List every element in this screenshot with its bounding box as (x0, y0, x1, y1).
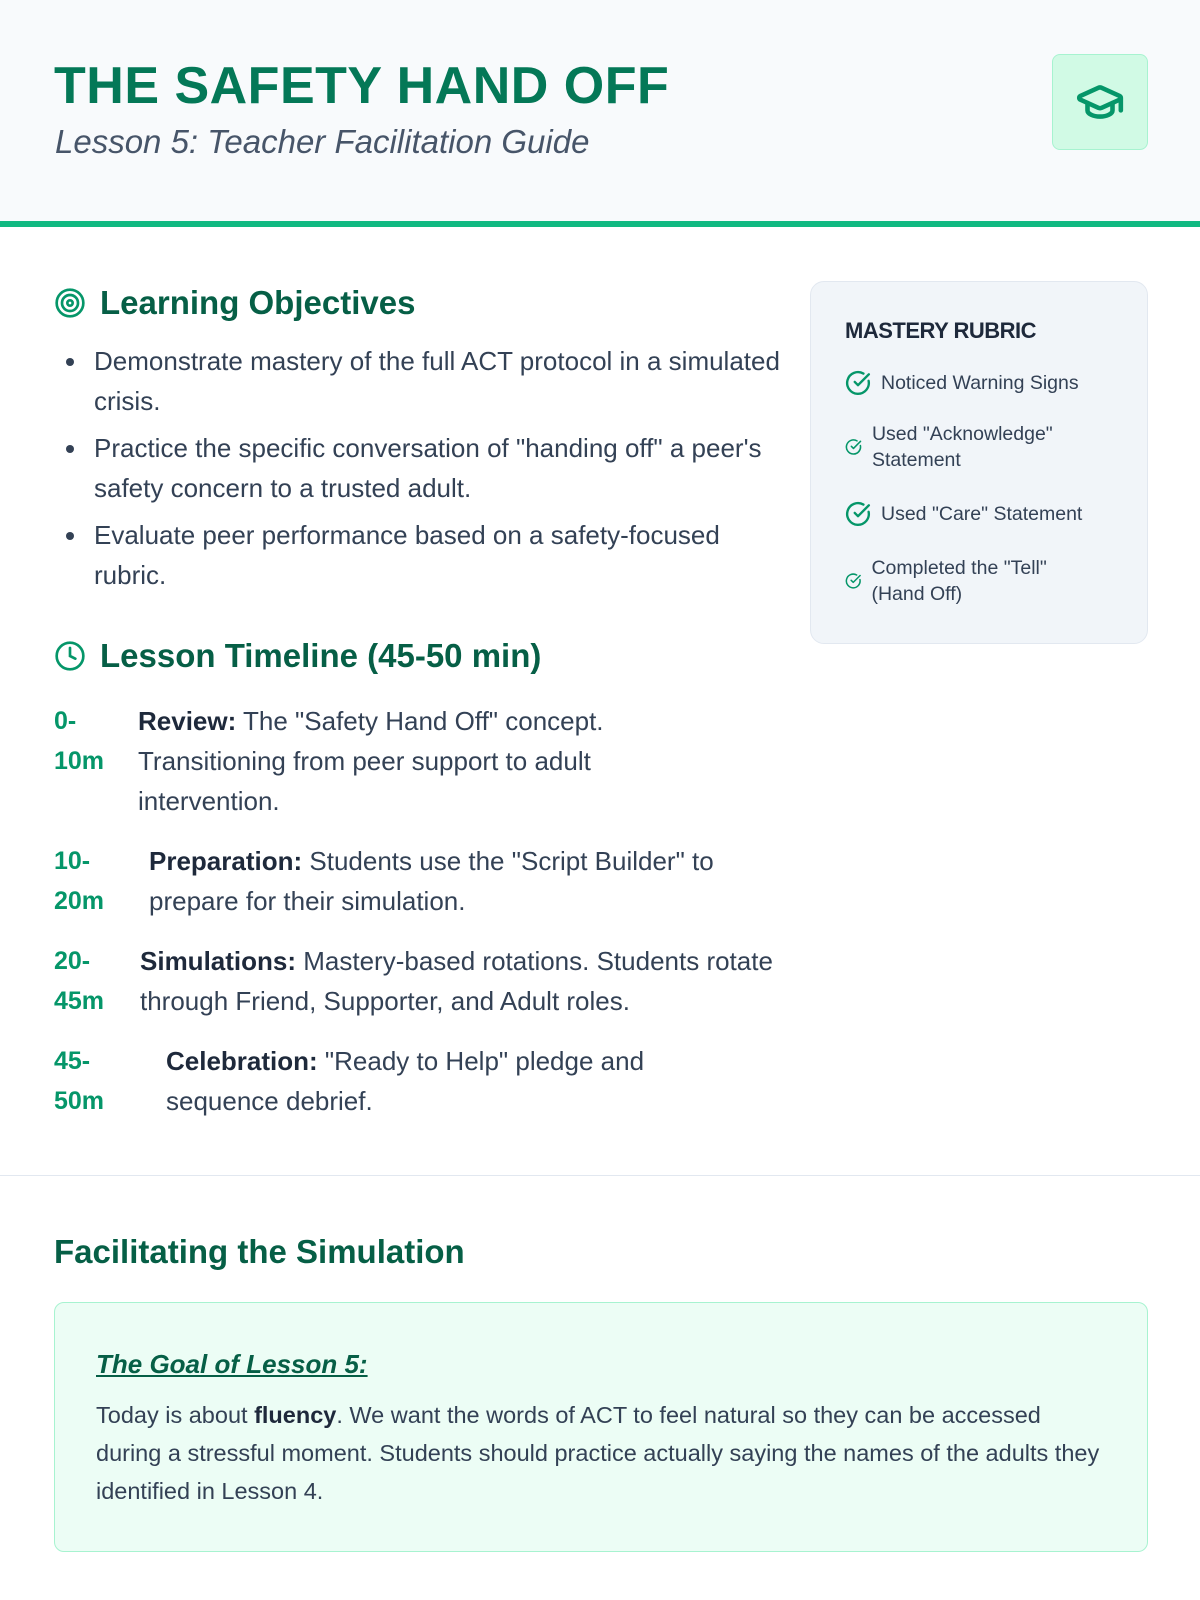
rubric-item-label: Used "Care" Statement (881, 503, 1083, 525)
clock-icon (54, 640, 86, 672)
timeline-text: Mastery-based rotations. Students rotate through Friend, Supporter, and Adult roles. (140, 946, 773, 1016)
objectives-heading (54, 284, 415, 322)
timeline-text: Students use the "Script Builder" to prepare for their simulation. (149, 846, 714, 916)
timeline-row (54, 1041, 774, 1121)
goal-title: The Goal of Lesson 5: (96, 1349, 368, 1379)
rubric-item-label: Used "Acknowledge" Statement (871, 423, 1053, 471)
rubric-item (845, 421, 1105, 473)
goal-text-bold: fluency (254, 1402, 337, 1428)
page-header (0, 0, 1200, 227)
rubric-item-label: Completed the "Tell" (Hand Off) (871, 557, 1047, 605)
timeline-time: 10- 20m (54, 847, 105, 915)
rubric-item (845, 501, 1135, 527)
goal-text-post: . We want the words of ACT to feel natural so they can be accessed during a stressful moment. Students should practice actually saying the names of the adults they identified in Lesson 4. (96, 1402, 1100, 1504)
list-item: Demonstrate mastery of the full ACT protocol in a simulated crisis. (62, 341, 782, 421)
goal-callout (54, 1302, 1148, 1552)
objectives-list (62, 341, 782, 602)
timeline-desc (140, 941, 774, 1021)
check-circle-icon (845, 370, 871, 396)
timeline-text: "Ready to Help" pledge and sequence debrief. (166, 1046, 645, 1116)
timeline-label: Simulations: (140, 946, 297, 976)
check-circle-icon (845, 571, 861, 591)
list-item: Practice the specific conversation of "handing off" a peer's safety concern to a trusted adult. (62, 428, 782, 508)
page-title: THE SAFETY HAND OFF (54, 57, 670, 115)
mastery-rubric (810, 281, 1148, 644)
timeline-label: Review: (138, 706, 237, 736)
objectives-heading-text: Learning Objectives (100, 284, 416, 321)
graduation-cap-icon (1075, 77, 1125, 127)
goal-text (96, 1396, 1106, 1510)
timeline-desc (166, 1041, 706, 1121)
timeline-heading-text: Lesson Timeline (45-50 min) (100, 637, 542, 674)
list-item: Evaluate peer performance based on a safety-focused rubric. (62, 515, 782, 595)
timeline-heading (54, 637, 541, 675)
page-subtitle: Lesson 5: Teacher Facilitation Guide (55, 123, 590, 160)
check-circle-icon (845, 501, 871, 527)
timeline-time: 0- 10m (54, 707, 105, 775)
timeline-text: The "Safety Hand Off" concept. Transitioning from peer support to adult intervention. (138, 706, 604, 816)
rubric-item (845, 555, 1095, 607)
rubric-item (845, 370, 1125, 396)
target-icon (54, 287, 86, 319)
rubric-item-label: Noticed Warning Signs (881, 372, 1079, 394)
rubric-title: MASTERY RUBRIC (845, 318, 1037, 343)
badge (1052, 54, 1148, 150)
timeline-time: 20- 45m (54, 947, 105, 1015)
timeline-label: Celebration: (166, 1046, 318, 1076)
timeline-label: Preparation: (149, 846, 303, 876)
timeline-desc (138, 701, 658, 821)
timeline-row (54, 941, 774, 1021)
timeline-desc (149, 841, 774, 921)
timeline-row (54, 701, 774, 821)
timeline-row (54, 841, 774, 921)
goal-text-pre: Today is about (96, 1402, 255, 1428)
simulation-heading: Facilitating the Simulation (54, 1233, 465, 1270)
check-circle-icon (845, 437, 862, 457)
section-divider (0, 1175, 1200, 1176)
timeline-time: 45- 50m (54, 1047, 105, 1115)
